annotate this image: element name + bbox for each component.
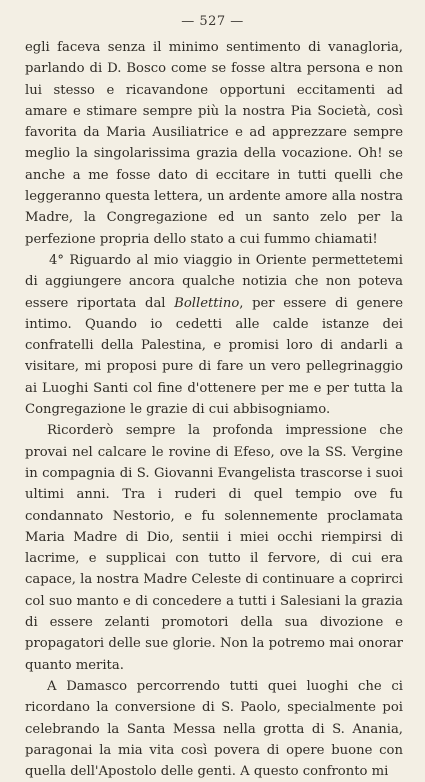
- paragraph-4: A Damasco percorrendo tutti quei luoghi che ci ricordano la conversione di S. Paolo, specialmente poi celebrando la Santa Messa nella grotta di S. Anania, paragonai la mia vita così povera di opere buone con quella dell'Apostolo delle genti. A questo confronto mi: [25, 678, 403, 780]
- paragraph-1: egli faceva senza il minimo sentimento di vanagloria, parlando di D. Bosco come se fosse altra persona e non lui stesso e ricavandone opportuni eccitamenti ad amare e stimare sempre più la nostra Pia Società, così favorita da Maria Ausiliatrice e ad apprezzare sempre meglio la singolarissima grazia della vocazione. Oh! se anche a me fosse dato di eccitare in tutti quelli che leggeranno questa lettera, un ardente amore alla nostra Madre, la Congregazione ed un santo zelo per la perfezione propria dello stato a cui fummo chiamati!: [25, 40, 403, 247]
- page-number: — 527 —: [181, 14, 244, 29]
- paragraph-2-text-end: , per essere di genere intimo. Quando io cedetti alle calde istanze dei confratelli della Palestina, e promisi loro di andarli a visitare, mi proposi pure di fare un vero pellegrinaggio ai Luoghi Santi col fine d'ottenere per me e per tutta la Congregazione le grazie di cui abbisogniamo.: [25, 295, 403, 418]
- bollettino-title: Bollettino: [174, 295, 240, 311]
- paragraph-2: [25, 250, 403, 420]
- body-text: [25, 37, 403, 782]
- paragraph-2-text-start: 4° Riguardo al mio viaggio in Oriente permettetemi di aggiungere ancora qualche notizia che non poteva essere riportata dal: [25, 252, 403, 311]
- paragraph-3: Ricorderò sempre la profonda impressione che provai nel calcare le rovine di Efeso, ove la SS. Vergine in compagnia di S. Giovanni Evangelista trascorse i suoi ultimi anni. Tra i ruderi di quel tempio ove fu condannato Nestorio, e fu solennemente proclamata Maria Madre di Dio, sentii i miei occhi riempirsi di lacrime, e supplicai con tutto il fervore, di cui era capace, la nostra Madre Celeste di continuare a coprirci col suo manto e di concedere a tutti i Salesiani la grazia di essere zelanti promotori della sua divozione e propagatori delle sue glorie. Non la potremo mai onorar quanto merita.: [25, 423, 403, 673]
